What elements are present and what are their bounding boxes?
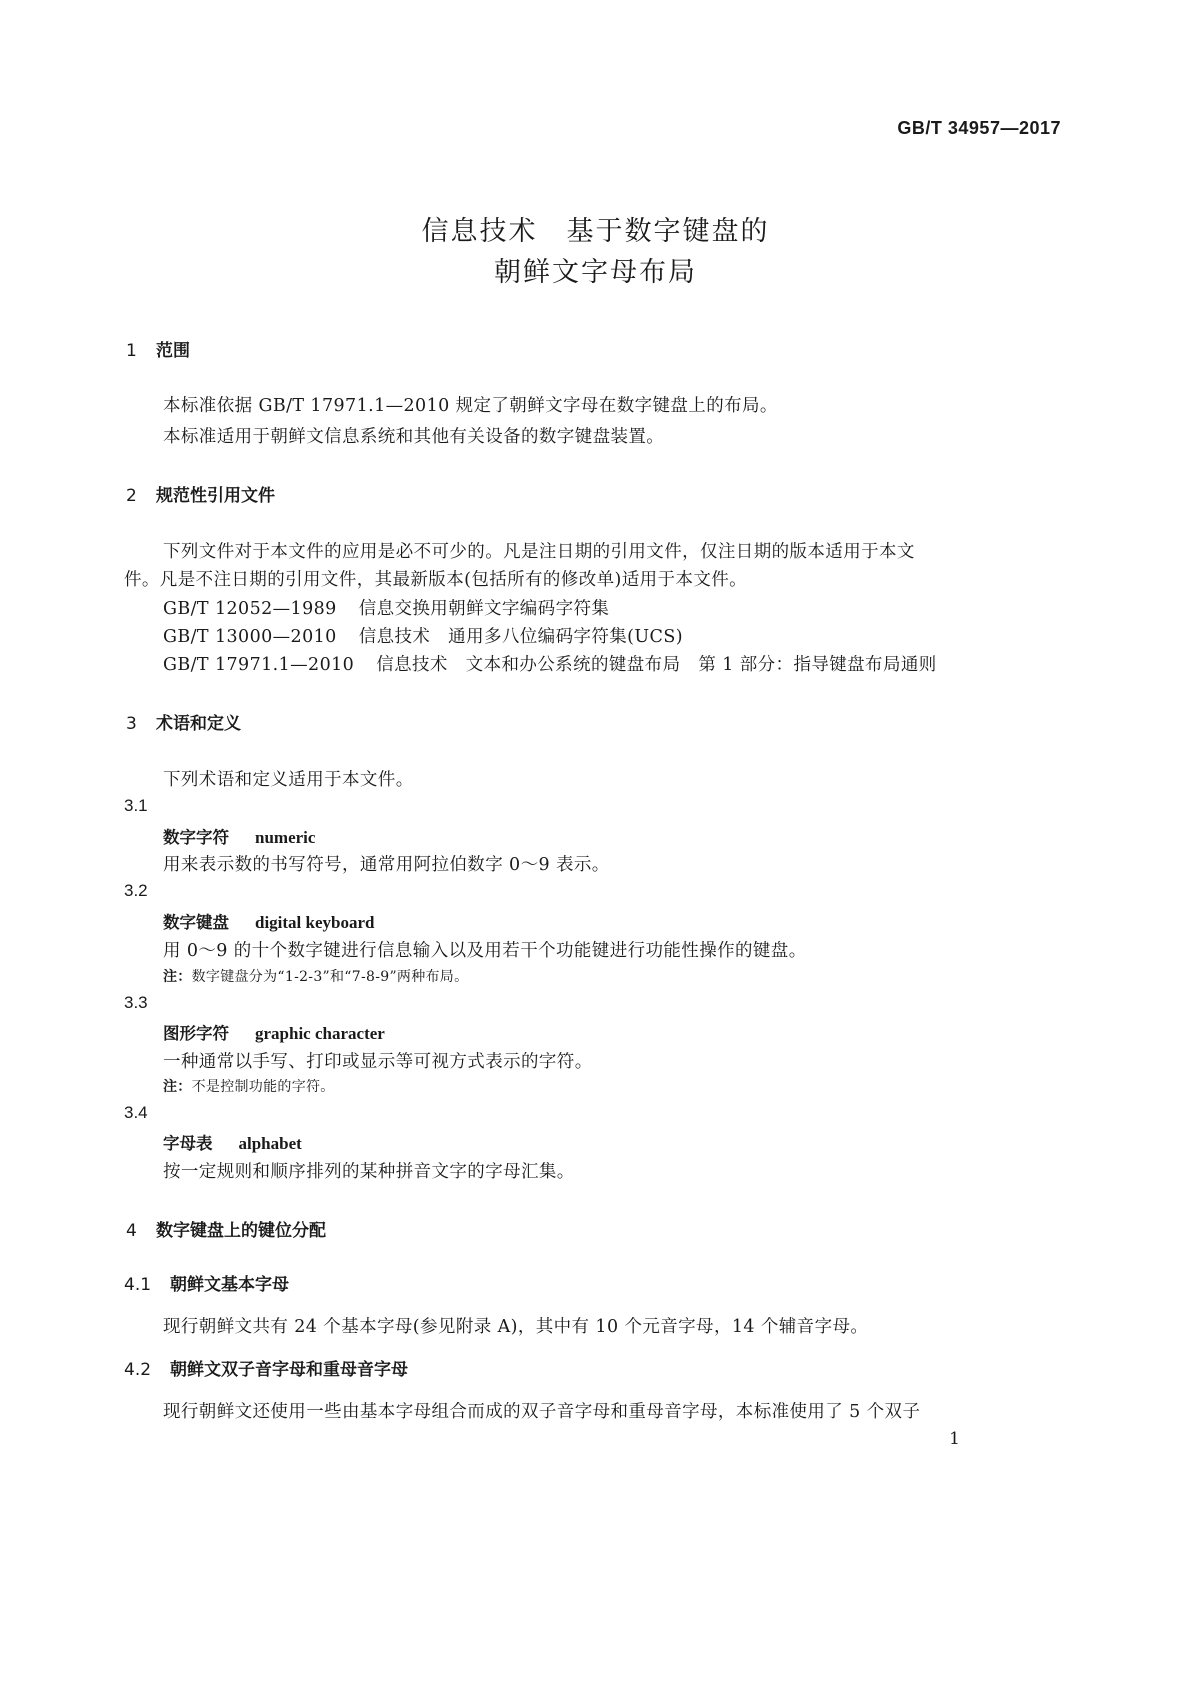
term-number: 3.1 bbox=[124, 796, 148, 815]
term-definition: 用 0～9 的十个数字键进行信息输入以及用若干个功能键进行功能性操作的键盘。 bbox=[163, 941, 807, 961]
reference-title: 信息技术 通用多八位编码字符集(UCS) bbox=[358, 627, 683, 647]
normative-reference bbox=[163, 623, 683, 648]
reference-code: GB/T 13000—2010 bbox=[163, 627, 337, 647]
paragraph: 下列文件对于本文件的应用是必不可少的。凡是注日期的引用文件，仅注日期的版本适用于本文 bbox=[163, 542, 915, 562]
reference-code: GB/T 12052—1989 bbox=[163, 599, 337, 619]
page-number: 1 bbox=[949, 1429, 960, 1449]
section-number: 4 bbox=[126, 1221, 137, 1241]
normative-reference bbox=[163, 651, 937, 676]
section-title: 术语和定义 bbox=[156, 714, 241, 734]
paragraph: 本标准适用于朝鲜文信息系统和其他有关设备的数字键盘装置。 bbox=[163, 427, 665, 447]
paragraph: 现行朝鲜文共有 24 个基本字母(参见附录 A)，其中有 10 个元音字母，14 个辅音字母。 bbox=[163, 1317, 869, 1337]
section-title: 规范性引用文件 bbox=[156, 486, 275, 506]
paragraph: 本标准依据 GB/T 17971.1—2010 规定了朝鲜文字母在数字键盘上的布局。 bbox=[163, 396, 778, 416]
term-note bbox=[163, 966, 468, 986]
reference-code: GB/T 17971.1—2010 bbox=[163, 655, 355, 675]
note-text: 数字键盘分为“1-2-3”和“7-8-9”两种布局。 bbox=[191, 969, 469, 985]
doc-title-line2: 朝鲜文字母布局 bbox=[494, 257, 697, 288]
section-1-heading bbox=[126, 336, 190, 361]
subsection-title: 朝鲜文双子音字母和重母音字母 bbox=[170, 1360, 408, 1380]
term-number: 3.2 bbox=[124, 881, 148, 900]
term-heading bbox=[163, 909, 375, 933]
section-number: 3 bbox=[126, 714, 137, 734]
section-title: 数字键盘上的键位分配 bbox=[156, 1221, 326, 1241]
doc-title-line1: 信息技术 基于数字键盘的 bbox=[421, 216, 770, 247]
term-english: numeric bbox=[255, 828, 316, 847]
term-chinese: 数字键盘 bbox=[163, 913, 229, 932]
term-heading bbox=[163, 1130, 302, 1154]
term-definition: 按一定规则和顺序排列的某种拼音文字的字母汇集。 bbox=[163, 1162, 575, 1182]
paragraph: 下列术语和定义适用于本文件。 bbox=[163, 770, 414, 790]
term-note bbox=[163, 1076, 335, 1096]
term-chinese: 字母表 bbox=[163, 1134, 213, 1153]
section-number: 2 bbox=[126, 486, 137, 506]
note-text: 不是控制功能的字符。 bbox=[191, 1079, 335, 1095]
term-number: 3.4 bbox=[124, 1103, 148, 1122]
reference-title: 信息技术 文本和办公系统的键盘布局 第 1 部分：指导键盘布局通则 bbox=[376, 655, 937, 675]
term-heading bbox=[163, 1020, 385, 1044]
term-english: alphabet bbox=[238, 1134, 302, 1153]
subsection-4-2-heading bbox=[124, 1355, 408, 1380]
normative-reference bbox=[163, 595, 609, 620]
standard-number: GB/T 34957—2017 bbox=[897, 118, 1061, 138]
reference-title: 信息交换用朝鲜文字编码字符集 bbox=[358, 599, 610, 619]
note-label: 注： bbox=[163, 1079, 192, 1095]
term-heading bbox=[163, 824, 315, 848]
section-4-heading bbox=[126, 1216, 326, 1241]
term-english: digital keyboard bbox=[255, 913, 375, 932]
paragraph: 件。凡是不注日期的引用文件，其最新版本(包括所有的修改单)适用于本文件。 bbox=[124, 570, 748, 590]
section-3-heading bbox=[126, 709, 241, 734]
term-chinese: 图形字符 bbox=[163, 1024, 229, 1043]
paragraph: 现行朝鲜文还使用一些由基本字母组合而成的双子音字母和重母音字母，本标准使用了 5 个双子 bbox=[163, 1402, 921, 1422]
subsection-number: 4.2 bbox=[124, 1360, 152, 1380]
subsection-title: 朝鲜文基本字母 bbox=[170, 1275, 289, 1295]
term-definition: 一种通常以手写、打印或显示等可视方式表示的字符。 bbox=[163, 1052, 593, 1072]
subsection-4-1-heading bbox=[124, 1270, 289, 1295]
subsection-number: 4.1 bbox=[124, 1275, 152, 1295]
section-number: 1 bbox=[126, 341, 137, 361]
term-chinese: 数字字符 bbox=[163, 828, 229, 847]
term-definition: 用来表示数的书写符号，通常用阿拉伯数字 0～9 表示。 bbox=[163, 855, 610, 875]
note-label: 注： bbox=[163, 969, 192, 985]
term-english: graphic character bbox=[255, 1024, 385, 1043]
section-2-heading bbox=[126, 481, 275, 506]
section-title: 范围 bbox=[156, 341, 190, 361]
term-number: 3.3 bbox=[124, 993, 148, 1012]
